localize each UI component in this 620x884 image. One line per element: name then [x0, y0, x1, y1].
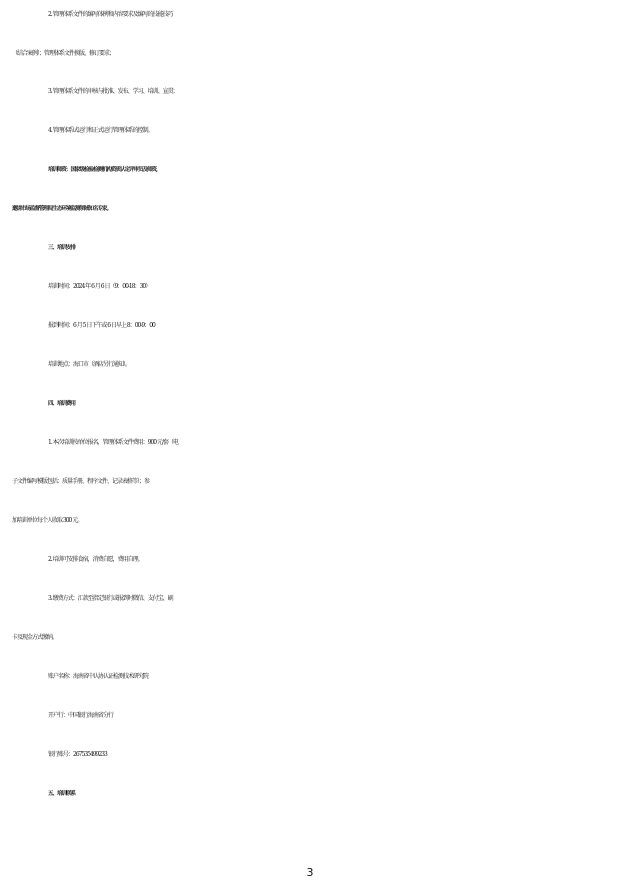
fee-item-1-line: 1. 本次培训按单位报名，管理体系文件费用：900 元/套（电	[48, 439, 179, 446]
trainers-heading-line: 培训师资：国家级检验检测机构资质认定评审员及师资，	[48, 167, 161, 173]
text-line-item-2-cont: （结合案例）；管理体系文件换版、修订要求；	[12, 50, 115, 57]
fee-item-2-line: 2. 培训可安排食宿，消费自愿，费用自理。	[48, 556, 143, 563]
account-name-line: 账户名称：海南省中认协认证检测技术研究院	[48, 673, 149, 680]
section-heading-contact: 五、培训联系	[48, 791, 76, 797]
trainers-heading-line-cont: 邀请市场监督管理局生态环境监测领域知名专家。	[12, 206, 112, 212]
training-time-line: 培训时间：2024 年 6 月 6 日（9：00-18：30）	[48, 283, 151, 290]
fee-item-1-line-cont: 子文件编写模版包括：质量手册、程序文件、记录表格等）；参	[12, 478, 150, 485]
checkin-time-line: 报到时间：6 月 5 日下午或 6 日早上 8：00-9：00	[48, 322, 155, 329]
training-location-line: 培训地点：海口市（酒店另行通知）。	[48, 361, 131, 368]
text-line-item-4: 4. 管理体系试运行和正式运行管理体系的控制。	[48, 127, 153, 134]
fee-item-3-line-cont: 卡及现金方式缴纳。	[12, 634, 58, 641]
bank-account-number-line: 银行账号：267535499233	[48, 751, 107, 758]
text-line-item-2: 2. 管理体系文件的编写体例和内容要求及编写的技能技巧	[48, 11, 173, 18]
fee-item-1-line-cont-2: 加培训单位每个人收取 300 元。	[12, 517, 83, 524]
section-heading-fees: 四、培训费用	[48, 401, 76, 407]
page-number: 3	[306, 866, 314, 879]
fee-item-3-line: 3. 缴费方式：汇款至指定银行或报到时微信、支付宝、刷	[48, 595, 173, 602]
bank-branch-line: 开户行：中国银行海南省分行	[48, 712, 114, 719]
section-heading-schedule: 三、培训安排	[48, 245, 76, 251]
text-line-item-3: 3. 管理体系文件的审核与批准、发布、学习、培训、宣贯；	[48, 88, 178, 95]
